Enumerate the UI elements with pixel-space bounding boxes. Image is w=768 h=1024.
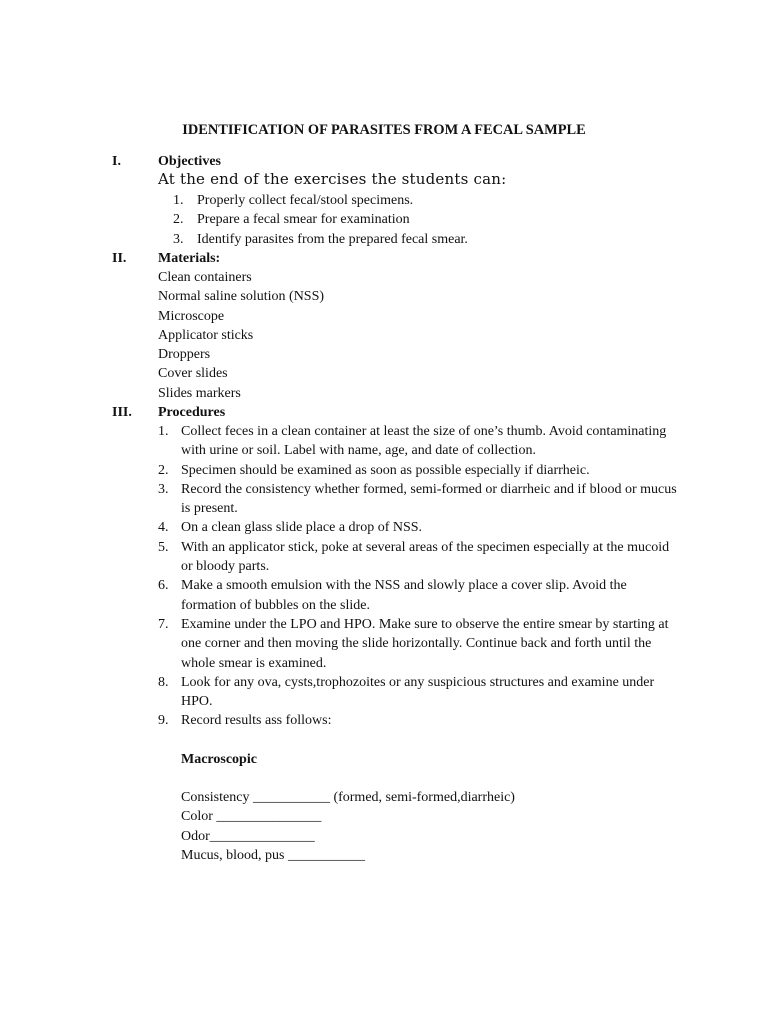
list-item: 8. Look for any ova, cysts,trophozoites or any suspicious structures and examine under HPO.: [158, 674, 655, 710]
list-item: 1. Properly collect fecal/stool specimens.: [173, 193, 414, 208]
list-item: Applicator sticks: [158, 327, 254, 343]
section-number: I.: [112, 154, 121, 169]
result-field: Consistency ___________ (formed, semi-formed,diarrheic): [181, 790, 515, 805]
list-item: Droppers: [158, 347, 211, 363]
list-item: 9. Record results ass follows:: [158, 713, 332, 729]
list-item: 2. Specimen should be examined as soon as possible especially if diarrheic.: [158, 462, 590, 478]
objectives-list: [173, 191, 468, 249]
objectives-intro: At the end of the exercises the students can:: [158, 170, 507, 188]
list-item: 4. On a clean glass slide place a drop of NSS.: [158, 520, 423, 536]
list-item: 7. Examine under the LPO and HPO. Make sure to observe the entire smear by starting at one corner and then moving the slide horizontally. Continue back and forth until the whole smear is examined.: [158, 616, 669, 671]
list-item: 3. Identify parasites from the prepared fecal smear.: [173, 231, 468, 247]
list-item: 3. Record the consistency whether formed, semi-formed or diarrheic and if blood or mucus is present.: [158, 481, 677, 517]
section-number: III.: [112, 405, 132, 420]
result-field: Color _______________: [181, 809, 322, 825]
list-item: 6. Make a smooth emulsion with the NSS and slowly place a cover slip. Avoid the formation of bubbles on the slide.: [158, 578, 627, 613]
macroscopic-fields: [181, 788, 515, 865]
list-item: Normal saline solution (NSS): [158, 289, 325, 305]
list-item: 1. Collect feces in a clean container at least the size of one’s thumb. Avoid contaminating with urine or soil. Label with name, age, and date of collection.: [158, 424, 667, 459]
list-item: Clean containers: [158, 270, 252, 285]
section-title: Procedures: [158, 405, 226, 420]
section-number: II.: [112, 251, 127, 266]
macroscopic-heading: Macroscopic: [181, 752, 257, 767]
result-field: Mucus, blood, pus ___________: [181, 847, 365, 863]
list-item: 2. Prepare a fecal smear for examination: [173, 212, 410, 228]
list-item: Cover slides: [158, 366, 228, 382]
document-title: IDENTIFICATION OF PARASITES FROM A FECAL SAMPLE: [182, 122, 586, 138]
list-item: 5. With an applicator stick, poke at several areas of the specimen especially at the mucoid or bloody parts.: [158, 539, 670, 575]
materials-list: [158, 268, 324, 403]
procedures-list: [158, 422, 678, 731]
result-field: Odor_______________: [181, 828, 315, 844]
list-item: Slides markers: [158, 385, 241, 401]
section-title: Objectives: [158, 154, 221, 169]
section-title: Materials:: [158, 251, 221, 266]
list-item: Microscope: [158, 308, 225, 324]
